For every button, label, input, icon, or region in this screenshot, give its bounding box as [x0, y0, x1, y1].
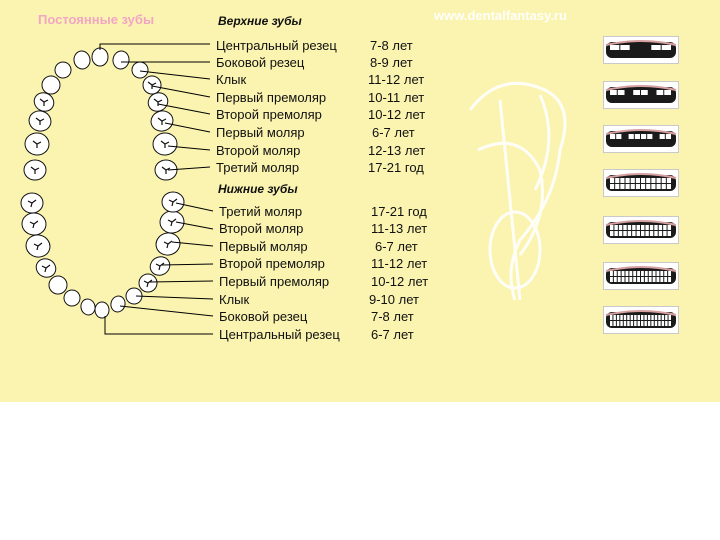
background-tooth-illustration: [470, 83, 565, 300]
tooth-name: Первый моляр: [216, 125, 305, 140]
smile-icon: [604, 263, 678, 289]
tooth-name: Третий моляр: [219, 204, 303, 219]
lower-tooth: [21, 212, 47, 236]
tooth-name: Центральный резец: [219, 327, 340, 342]
eruption-age: 11-12 лет: [371, 256, 428, 271]
smile-thumbnail: [603, 125, 679, 153]
upper-tooth: [27, 108, 53, 133]
tooth-name: Клык: [219, 292, 250, 307]
smile-thumbnail: [603, 306, 679, 334]
leader-line: [136, 296, 213, 299]
lower-tooth: [79, 297, 97, 316]
tooth-name: Первый моляр: [219, 239, 308, 254]
eruption-age: 7-8 лет: [370, 38, 413, 53]
eruption-age: 17-21 год: [368, 160, 424, 175]
upper-tooth: [152, 132, 178, 156]
tooth-name: Второй моляр: [219, 221, 304, 236]
leader-line: [120, 306, 213, 316]
page-title: Постоянные зубы: [38, 12, 155, 27]
lower-arch: [21, 192, 185, 318]
eruption-age: 6-7 лет: [375, 239, 418, 254]
leader-line: [100, 44, 210, 50]
eruption-age: 10-12 лет: [368, 107, 426, 122]
eruption-age: 6-7 лет: [371, 327, 414, 342]
upper-arch: [24, 48, 178, 180]
upper-teeth-title: Верхние зубы: [218, 14, 302, 28]
tooth-name: Второй моляр: [216, 143, 301, 158]
smile-thumbnail: [603, 169, 679, 197]
smile-icon: [604, 170, 678, 196]
eruption-age: 6-7 лет: [372, 125, 415, 140]
lower-teeth-title: Нижние зубы: [218, 182, 298, 196]
tooth-name: Второй премоляр: [219, 256, 325, 271]
tooth-name: Центральный резец: [216, 38, 337, 53]
tooth-name: Второй премоляр: [216, 107, 322, 122]
upper-tooth: [24, 160, 46, 180]
upper-tooth: [149, 108, 175, 133]
smile-thumbnail: [603, 216, 679, 244]
smile-thumbnail: [603, 36, 679, 64]
lower-tooth: [21, 193, 43, 213]
watermark-text: www.dentalfantasy.ru: [434, 8, 567, 23]
tooth-name: Первый премоляр: [219, 274, 330, 289]
lower-tooth: [162, 192, 184, 212]
smile-thumbnail: [603, 262, 679, 290]
eruption-age: 12-13 лет: [368, 143, 426, 158]
lower-tooth: [24, 232, 53, 259]
lower-tooth: [159, 210, 185, 234]
leader-line: [150, 281, 213, 282]
eruption-age: 17-21 год: [371, 204, 427, 219]
tooth-name: Третий моляр: [216, 160, 300, 175]
eruption-age: 10-12 лет: [371, 274, 429, 289]
upper-tooth: [92, 48, 108, 66]
smile-icon: [604, 217, 678, 243]
upper-tooth: [24, 132, 50, 156]
smile-thumbnail: [603, 81, 679, 109]
upper-tooth: [73, 50, 92, 71]
eruption-age: 11-12 лет: [368, 72, 425, 87]
smile-icon: [604, 37, 678, 63]
lower-tooth: [109, 294, 127, 313]
upper-tooth: [112, 50, 131, 71]
eruption-age: 11-13 лет: [371, 221, 428, 236]
lower-tooth: [95, 302, 109, 318]
eruption-age: 8-9 лет: [370, 55, 413, 70]
tooth-name: Клык: [216, 72, 247, 87]
smile-icon: [604, 126, 678, 152]
tooth-name: Боковой резец: [219, 309, 308, 324]
eruption-age: 9-10 лет: [369, 292, 419, 307]
smile-icon: [604, 82, 678, 108]
eruption-age: 10-11 лет: [368, 90, 425, 105]
eruption-age: 7-8 лет: [371, 309, 414, 324]
lower-tooth: [154, 230, 183, 257]
tooth-name: Первый премоляр: [216, 90, 327, 105]
smile-icon: [604, 307, 678, 333]
tooth-name: Боковой резец: [216, 55, 305, 70]
leader-line: [165, 123, 210, 132]
leader-line: [105, 316, 213, 334]
